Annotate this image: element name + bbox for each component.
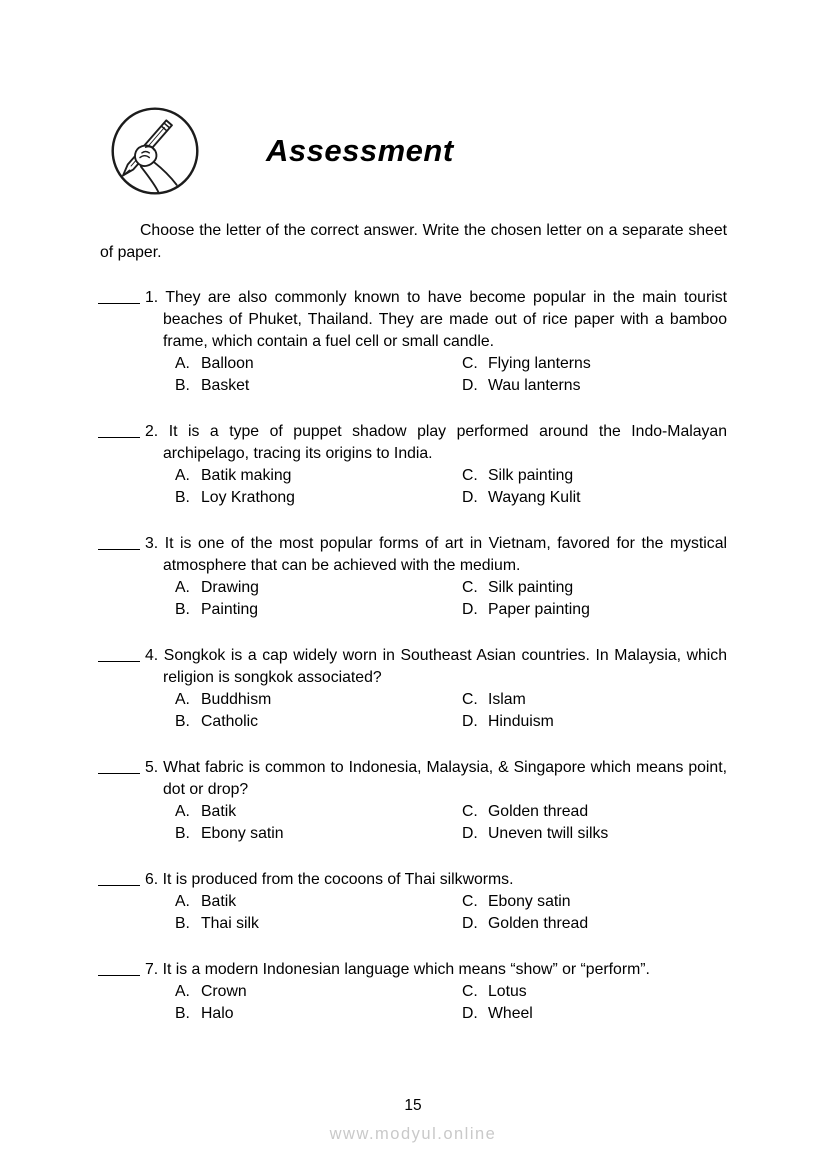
option-label: Batik <box>201 803 237 820</box>
question-text <box>145 757 727 801</box>
option-letter: C. <box>462 803 478 820</box>
options <box>175 465 727 509</box>
option-label: Thai silk <box>201 915 259 932</box>
option-letter: B. <box>175 713 190 730</box>
question-6 <box>98 869 727 935</box>
option-c <box>462 353 727 375</box>
option-label: Basket <box>201 377 250 394</box>
option-label: Hinduism <box>488 713 554 730</box>
option-b <box>175 913 462 935</box>
question-number: 6. <box>145 871 159 888</box>
option-label: Ebony satin <box>488 893 571 910</box>
question-text <box>145 645 727 689</box>
instructions: Choose the letter of the correct answer. Write the chosen letter on a separate sheet of paper. <box>100 222 727 261</box>
question-5 <box>98 757 727 845</box>
option-letter: C. <box>462 893 478 910</box>
question-list <box>0 287 826 1025</box>
options <box>175 689 727 733</box>
answer-blank <box>98 421 140 438</box>
options <box>175 801 727 845</box>
option-d <box>462 1003 727 1025</box>
option-b <box>175 487 462 509</box>
option-label: Halo <box>201 1005 234 1022</box>
question-number: 3. <box>145 535 159 552</box>
header <box>108 104 454 198</box>
option-c <box>462 577 727 599</box>
page-number: 15 <box>404 1097 422 1114</box>
option-letter: C. <box>462 579 478 596</box>
option-letter: D. <box>462 1005 478 1022</box>
option-letter: C. <box>462 983 478 1000</box>
content <box>0 198 826 1049</box>
option-b <box>175 711 462 733</box>
option-letter: A. <box>175 579 190 596</box>
option-label: Batik <box>201 893 237 910</box>
option-a <box>175 689 462 711</box>
answer-blank <box>98 959 140 976</box>
option-label: Loy Krathong <box>201 489 295 506</box>
option-label: Paper painting <box>488 601 590 618</box>
option-label: Crown <box>201 983 247 1000</box>
question-number: 2. <box>145 423 159 440</box>
question-text <box>145 533 727 577</box>
option-letter: A. <box>175 893 190 910</box>
writing-hand-icon <box>108 104 202 198</box>
option-letter: B. <box>175 489 190 506</box>
question-text <box>145 869 727 891</box>
option-d <box>462 375 727 397</box>
option-label: Catholic <box>201 713 259 730</box>
option-c <box>462 465 727 487</box>
option-letter: C. <box>462 691 478 708</box>
question-number: 1. <box>145 289 159 306</box>
question-stem: Songkok is a cap widely worn in Southeast Asian countries. In Malaysia, which religion is songkok associated? <box>163 647 727 686</box>
question-number: 4. <box>145 647 159 664</box>
option-letter: D. <box>462 601 478 618</box>
option-c <box>462 981 727 1003</box>
option-a <box>175 465 462 487</box>
option-a <box>175 353 462 375</box>
question-stem: It is produced from the cocoons of Thai silkworms. <box>162 871 514 888</box>
question-number: 5. <box>145 759 159 776</box>
option-a <box>175 577 462 599</box>
answer-blank <box>98 757 140 774</box>
option-letter: A. <box>175 467 190 484</box>
option-d <box>462 487 727 509</box>
option-letter: B. <box>175 377 190 394</box>
option-a <box>175 981 462 1003</box>
question-3 <box>98 533 727 621</box>
answer-blank <box>98 287 140 304</box>
question-4 <box>98 645 727 733</box>
question-text <box>145 287 727 353</box>
option-label: Islam <box>488 691 526 708</box>
option-label: Golden thread <box>488 915 589 932</box>
page-title: Assessment <box>266 133 454 168</box>
answer-blank <box>98 645 140 662</box>
option-letter: A. <box>175 803 190 820</box>
question-1 <box>98 287 727 397</box>
option-c <box>462 891 727 913</box>
question-stem: They are also commonly known to have become popular in the main tourist beaches of Phuket, Thailand. They are made out of rice paper with a bamboo frame, which contain a fuel cell or small candle. <box>163 289 727 350</box>
option-a <box>175 891 462 913</box>
option-letter: D. <box>462 489 478 506</box>
option-label: Wayang Kulit <box>488 489 581 506</box>
option-label: Batik making <box>201 467 292 484</box>
options <box>175 353 727 397</box>
options <box>175 891 727 935</box>
option-label: Uneven twill silks <box>488 825 609 842</box>
option-d <box>462 711 727 733</box>
option-label: Wheel <box>488 1005 533 1022</box>
option-letter: A. <box>175 355 190 372</box>
option-letter: B. <box>175 825 190 842</box>
option-letter: D. <box>462 377 478 394</box>
options <box>175 577 727 621</box>
question-text <box>145 421 727 465</box>
question-7 <box>98 959 727 1025</box>
question-2 <box>98 421 727 509</box>
watermark: www.modyul.online <box>329 1125 497 1143</box>
option-b <box>175 1003 462 1025</box>
option-letter: C. <box>462 355 478 372</box>
option-label: Wau lanterns <box>488 377 581 394</box>
option-label: Lotus <box>488 983 527 1000</box>
question-stem: It is a modern Indonesian language which means “show” or “perform”. <box>162 961 650 978</box>
option-a <box>175 801 462 823</box>
option-c <box>462 689 727 711</box>
option-label: Silk painting <box>488 467 574 484</box>
question-stem: It is one of the most popular forms of art in Vietnam, favored for the mystical atmosphere that can be achieved with the medium. <box>163 535 727 574</box>
question-stem: It is a type of puppet shadow play performed around the Indo-Malayan archipelago, tracing its origins to India. <box>163 423 728 462</box>
option-letter: D. <box>462 713 478 730</box>
option-letter: B. <box>175 915 190 932</box>
option-label: Ebony satin <box>201 825 284 842</box>
option-label: Silk painting <box>488 579 574 596</box>
option-label: Flying lanterns <box>488 355 591 372</box>
option-letter: B. <box>175 1005 190 1022</box>
question-text <box>145 959 727 981</box>
option-label: Buddhism <box>201 691 272 708</box>
option-letter: C. <box>462 467 478 484</box>
option-b <box>175 599 462 621</box>
option-letter: A. <box>175 983 190 1000</box>
option-d <box>462 599 727 621</box>
option-d <box>462 913 727 935</box>
option-letter: D. <box>462 825 478 842</box>
question-stem: What fabric is common to Indonesia, Malaysia, & Singapore which means point, dot or drop? <box>163 759 727 798</box>
option-label: Painting <box>201 601 259 618</box>
option-letter: A. <box>175 691 190 708</box>
option-letter: D. <box>462 915 478 932</box>
option-label: Balloon <box>201 355 254 372</box>
question-number: 7. <box>145 961 159 978</box>
option-b <box>175 823 462 845</box>
option-b <box>175 375 462 397</box>
answer-blank <box>98 533 140 550</box>
option-c <box>462 801 727 823</box>
answer-blank <box>98 869 140 886</box>
option-letter: B. <box>175 601 190 618</box>
options <box>175 981 727 1025</box>
option-label: Drawing <box>201 579 259 596</box>
option-label: Golden thread <box>488 803 589 820</box>
option-d <box>462 823 727 845</box>
